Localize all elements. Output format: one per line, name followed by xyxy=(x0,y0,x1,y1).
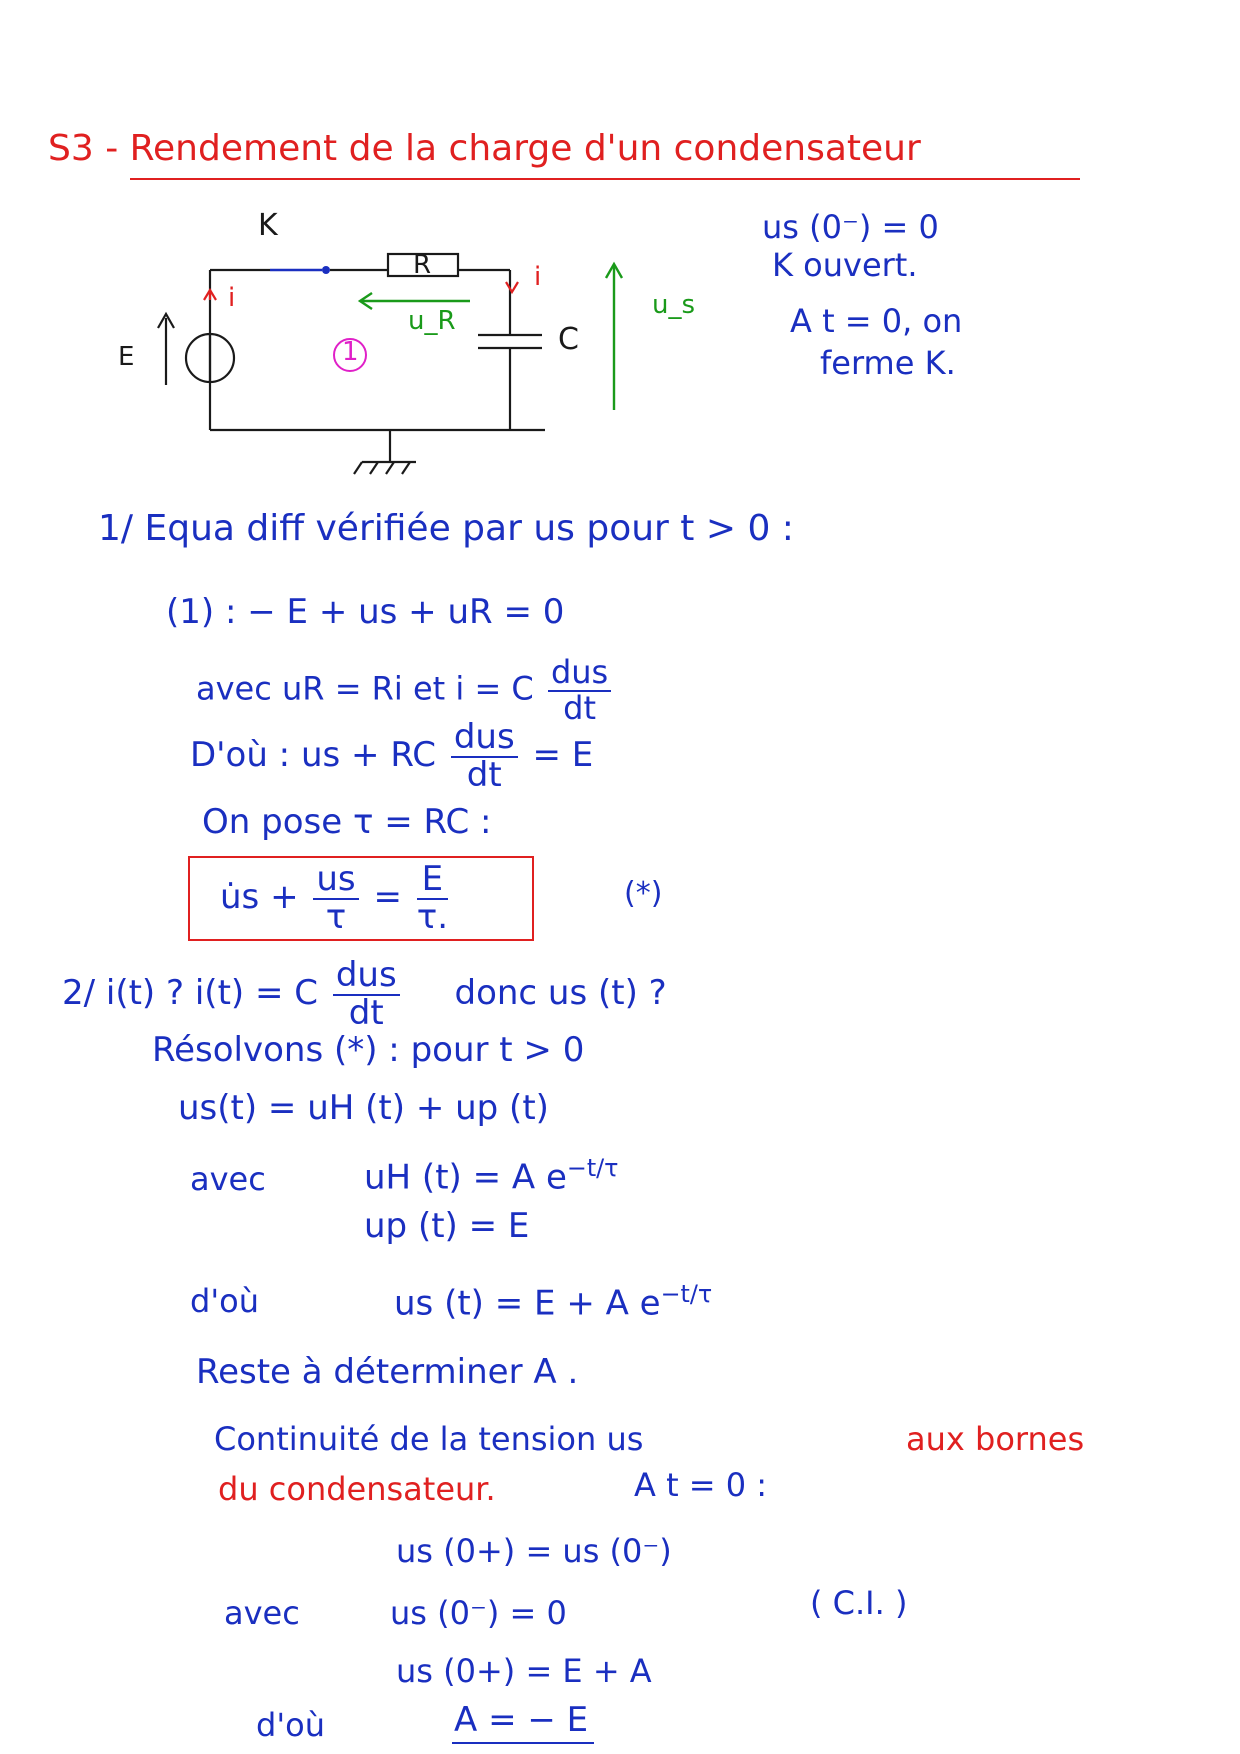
q2-heading-question: donc us (t) ? xyxy=(454,973,667,1014)
boxed-fraction-1 xyxy=(313,859,358,937)
fraction-numerator: dus xyxy=(333,958,400,996)
boxed-equals: = xyxy=(373,877,402,918)
q2-line-7-blue: Continuité de la tension us xyxy=(214,1420,644,1458)
q1-line-3-text: D'où : us + RC xyxy=(190,735,436,776)
fraction-denominator: dt xyxy=(563,688,596,727)
condition-line-3: A t = 0, on xyxy=(790,302,963,340)
q1-line-1: (1) : − E + us + uR = 0 xyxy=(166,592,565,632)
q2-heading xyxy=(62,955,667,1033)
current-arrow-right xyxy=(506,282,518,292)
fraction-denominator: dt xyxy=(348,992,384,1033)
condition-line-4: ferme K. xyxy=(820,344,956,382)
capacitor-label: C xyxy=(558,322,579,357)
page-title: S3 - Rendement de la charge d'un condensateur xyxy=(48,128,921,169)
switch-contact xyxy=(322,266,330,274)
condition-line-2: K ouvert. xyxy=(772,246,918,284)
q2-line-12-prefix: d'où xyxy=(256,1706,325,1744)
fraction-numerator: dus xyxy=(548,656,611,692)
fraction-numerator: us xyxy=(313,862,358,900)
rc-circuit-diagram xyxy=(0,0,1240,520)
q1-line-3-suffix: = E xyxy=(532,735,594,776)
equation-star-label: (*) xyxy=(624,876,663,911)
homogeneous-solution: uH (t) = A e xyxy=(364,1157,567,1198)
fraction-numerator: E xyxy=(417,862,448,900)
q2-line-8-red: du condensateur. xyxy=(218,1470,496,1508)
q1-line-3-fraction xyxy=(451,717,518,795)
resistor-label: R xyxy=(413,250,432,280)
current-label-left: i xyxy=(228,283,236,313)
q1-line-2 xyxy=(196,653,615,727)
q1-heading: 1/ Equa diff vérifiée par us pour t > 0 : xyxy=(98,508,794,549)
uR-label: u_R xyxy=(408,306,456,336)
fraction-numerator: dus xyxy=(451,720,518,758)
switch-label: K xyxy=(258,208,278,243)
homogeneous-exponent: −t/τ xyxy=(566,1154,619,1182)
boxed-differential-equation xyxy=(188,856,534,941)
initial-condition-label: ( C.I. ) xyxy=(810,1584,908,1622)
q2-line-5-prefix: d'où xyxy=(190,1282,259,1320)
q2-heading-text: 2/ i(t) ? i(t) = C xyxy=(62,973,319,1014)
general-solution: us (t) = E + A e xyxy=(394,1283,661,1324)
q2-line-1: Résolvons (*) : pour t > 0 xyxy=(152,1030,585,1070)
q2-line-10: us (0⁻) = 0 xyxy=(390,1594,567,1632)
q2-line-2: us(t) = uH (t) + up (t) xyxy=(178,1088,549,1128)
fraction-denominator: dt xyxy=(466,754,502,795)
us-label: u_s xyxy=(652,290,696,320)
fraction-denominator: τ. xyxy=(416,896,449,937)
source-label: E xyxy=(118,342,135,372)
q1-line-2-fraction xyxy=(548,653,611,727)
q2-line-11: us (0+) = E + A xyxy=(396,1652,652,1690)
q2-line-9: us (0+) = us (0⁻) xyxy=(396,1532,672,1570)
boxed-fraction-2 xyxy=(416,859,449,937)
q2-line-3 xyxy=(364,1154,619,1197)
q2-heading-fraction xyxy=(333,955,400,1033)
q1-line-4: On pose τ = RC : xyxy=(202,802,492,842)
q2-line-5 xyxy=(394,1280,712,1323)
boxed-prefix: u̇s + xyxy=(220,877,299,918)
q2-line-7-red: aux bornes xyxy=(906,1420,1085,1458)
general-solution-exponent: −t/τ xyxy=(660,1280,713,1308)
q1-line-2-text: avec uR = Ri et i = C xyxy=(196,669,534,708)
q2-line-6: Reste à déterminer A . xyxy=(196,1352,579,1392)
q2-line-8-blue: A t = 0 : xyxy=(634,1466,768,1504)
q2-line-3-prefix: avec xyxy=(190,1160,266,1198)
q1-line-3 xyxy=(190,717,594,795)
fraction-denominator: τ xyxy=(325,896,347,937)
q2-line-10-prefix: avec xyxy=(224,1594,300,1632)
final-result: A = − E xyxy=(452,1700,594,1744)
condition-line-1: us (0⁻) = 0 xyxy=(762,208,939,246)
mesh-label: 1 xyxy=(342,337,359,367)
current-label-right: i xyxy=(534,262,542,292)
q2-line-4: up (t) = E xyxy=(364,1206,530,1246)
